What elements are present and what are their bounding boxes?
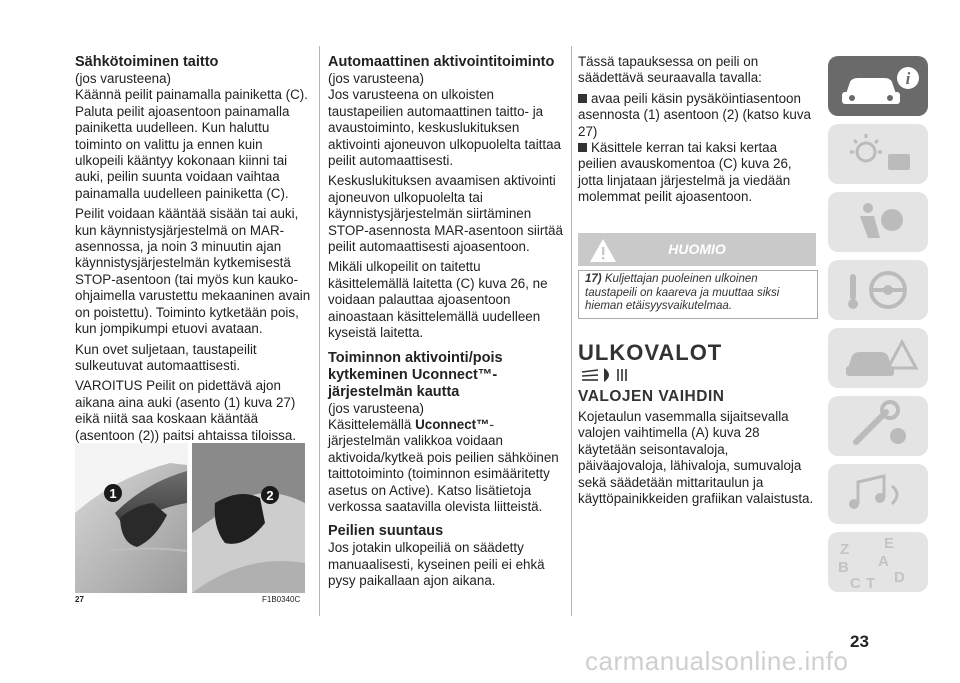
index-letter: E <box>884 535 895 552</box>
index-letter: Z <box>840 541 850 558</box>
bullet-text: avaa peili käsin pysäköintiasentoon asennosta (1) asentoon (2) (katso kuva 27) <box>578 90 811 139</box>
subsection-title: VALOJEN VAIHDIN <box>578 388 725 405</box>
square-bullet-icon <box>578 143 587 152</box>
bullet-item <box>578 140 816 206</box>
callout-2: 2 <box>266 488 274 503</box>
paragraph-intro: Tässä tapauksessa on peili on säädettävä seuraavalla tavalla: <box>578 54 762 86</box>
heading-uconnect: Toiminnon aktivointi/pois kytkeminen Uconnect™-järjestelmän kautta <box>328 349 503 400</box>
paragraph: VAROITUS Peilit on pidettävä ajon aikana aina auki (asento (1) kuva 27) eikä niitä saa koskaan kääntää (asentoon (2)) paitsi ahtaissa tiloissa. <box>75 378 297 443</box>
text: -järjestelmän valikkoa voidaan aktivoida/kytkeä pois peilien sähköinen taittotoiminto (toiminnon esimääritetty asetus on Active). Katso lisätietoja verkossa saatavilla olevista liitteistä. <box>328 416 559 514</box>
text: Käsittelemällä <box>328 416 416 432</box>
watermark: carmanualsonline.info <box>585 646 849 676</box>
paragraph: Mikäli ulkopeilit on taitettu käsittelemällä laitetta (C) kuva 26, ne voidaan palauttaa ajoasentoon ainoastaan käsittelemällä uudelleen kyseistä laitetta. <box>328 259 548 341</box>
note-number: 17) <box>585 273 602 285</box>
tab-starting-driving[interactable] <box>828 260 928 320</box>
column-2 <box>328 54 564 594</box>
column-1 <box>75 54 313 448</box>
index-letter: C <box>850 575 861 592</box>
car-info-icon <box>828 56 928 116</box>
figure-number: 27 <box>75 595 84 604</box>
square-bullet-icon <box>578 94 587 103</box>
index-letters-icon <box>828 532 928 592</box>
chapter-tabs <box>828 56 932 600</box>
page-number: 23 <box>850 632 869 651</box>
section-title: ULKOVALOT <box>578 340 723 365</box>
steering-wheel-key-icon <box>828 260 928 320</box>
uconnect-label: Uconnect™ <box>415 416 490 432</box>
bullet-item <box>578 91 816 140</box>
paragraph: Peilit voidaan kääntää sisään tai auki, kun käynnistysjärjestelmä on MAR-asennossa, ja noin 3 minuutin ajan käynnistysjärjestelmän kytkemisestä STOP-asentoon (tai myös kun kauko-ohjaimella varustettu mekaaninen avain on poistettu). Toiminto kytketään pois, kun jompikumpi etuovi avataan. <box>75 206 311 337</box>
svg-text:i: i <box>905 69 911 88</box>
note-header <box>578 233 816 266</box>
index-letter: D <box>894 569 905 586</box>
tab-safety[interactable] <box>828 192 928 252</box>
mirror-illustration <box>75 443 305 593</box>
heading-electric-folding: Sähkötoiminen taitto <box>75 54 219 70</box>
index-letter: B <box>838 559 849 576</box>
tab-car-info[interactable] <box>828 56 928 116</box>
multimedia-music-icon <box>828 464 928 524</box>
heading-auto-activation: Automaattinen aktivointitoiminto <box>328 54 555 70</box>
bullet-text: Käsittele kerran tai kaksi kertaa peilien avauskomentoa (C) kuva 26, jotta linjataan järjestelmä ja viedään molemmat peilit ajoasentoon. <box>578 140 792 205</box>
paragraph: Keskuslukituksen avaamisen aktivointi ajoneuvon ulkopuolelta tai käynnistysjärjestelmän siirtäminen STOP-asennosta MAR-asentoon siirtää peilit automaattisesti ajoasentoon. <box>328 173 563 255</box>
callout-1: 1 <box>109 486 117 501</box>
tab-warning-lights[interactable] <box>828 124 928 184</box>
car-warning-icon <box>828 328 928 388</box>
paragraph: Kun ovet suljetaan, taustapeilit sulkeutuvat automaattisesti. <box>75 341 257 373</box>
section-paragraph: Kojetaulun vasemmalla sijaitsevalla valojen vaihtimella (A) kuva 28 käytetään seisontavaloja, päiväajovaloja, lähivaloja, sumuvaloja sekä säädetään mittaritaulun ja käyttöpainikkeiden grafiikan valaistusta. <box>578 409 814 507</box>
headlight-icon <box>580 366 630 384</box>
tab-maintenance[interactable] <box>828 396 928 456</box>
mirror-figure <box>75 443 305 593</box>
paragraph: Jos jotakin ulkopeiliä on säädetty manuaalisesti, kyseinen peili ei ehkä pysy paikallaan ajon aikana. <box>328 540 545 589</box>
index-letter: A <box>878 553 889 570</box>
subheading-optional: (jos varusteena) <box>328 400 425 416</box>
subheading-optional: (jos varusteena) <box>75 71 172 86</box>
maintenance-wrench-icon <box>828 396 928 456</box>
dashboard-warning-lights-icon <box>828 124 928 184</box>
paragraph: Käännä peilit painamalla painiketta (C). Paluta peilit ajoasentoon painamalla painiketta uudelleen. Kun haluttu toiminto on valittu ja ennen kuin ulkopeili kääntyy kokonaan kiinni tai auki, peilin suunta voidaan vaihtaa painamalla uudelleen painiketta (C). <box>75 87 308 201</box>
tab-index[interactable] <box>828 532 928 592</box>
column-divider <box>319 46 320 616</box>
paragraph-uconnect <box>328 417 564 515</box>
note-body <box>578 270 818 319</box>
tab-multimedia[interactable] <box>828 464 928 524</box>
note-title: HUOMIO <box>668 241 726 257</box>
column-3 <box>578 54 816 210</box>
figure-code: F1B0340C <box>262 595 301 604</box>
subheading-optional: (jos varusteena) <box>328 71 425 86</box>
tab-emergency[interactable] <box>828 328 928 388</box>
column-divider <box>571 46 572 616</box>
note-text: Kuljettajan puoleinen ulkoinen taustapeili on kaareva ja muuttaa siksi hieman etäisyysvaikutelmaa. <box>585 273 780 312</box>
paragraph: Jos varusteena on ulkoisten taustapeilien automaattinen taitto- ja avaustoiminto, keskuslukituksen aktivointi ajoneuvon ulkopuolelta taittaa peilit automaattisesti. <box>328 87 562 169</box>
airbag-safety-icon <box>828 192 928 252</box>
heading-mirror-alignment: Peilien suuntaus <box>328 523 444 540</box>
index-letter: T <box>866 575 876 592</box>
